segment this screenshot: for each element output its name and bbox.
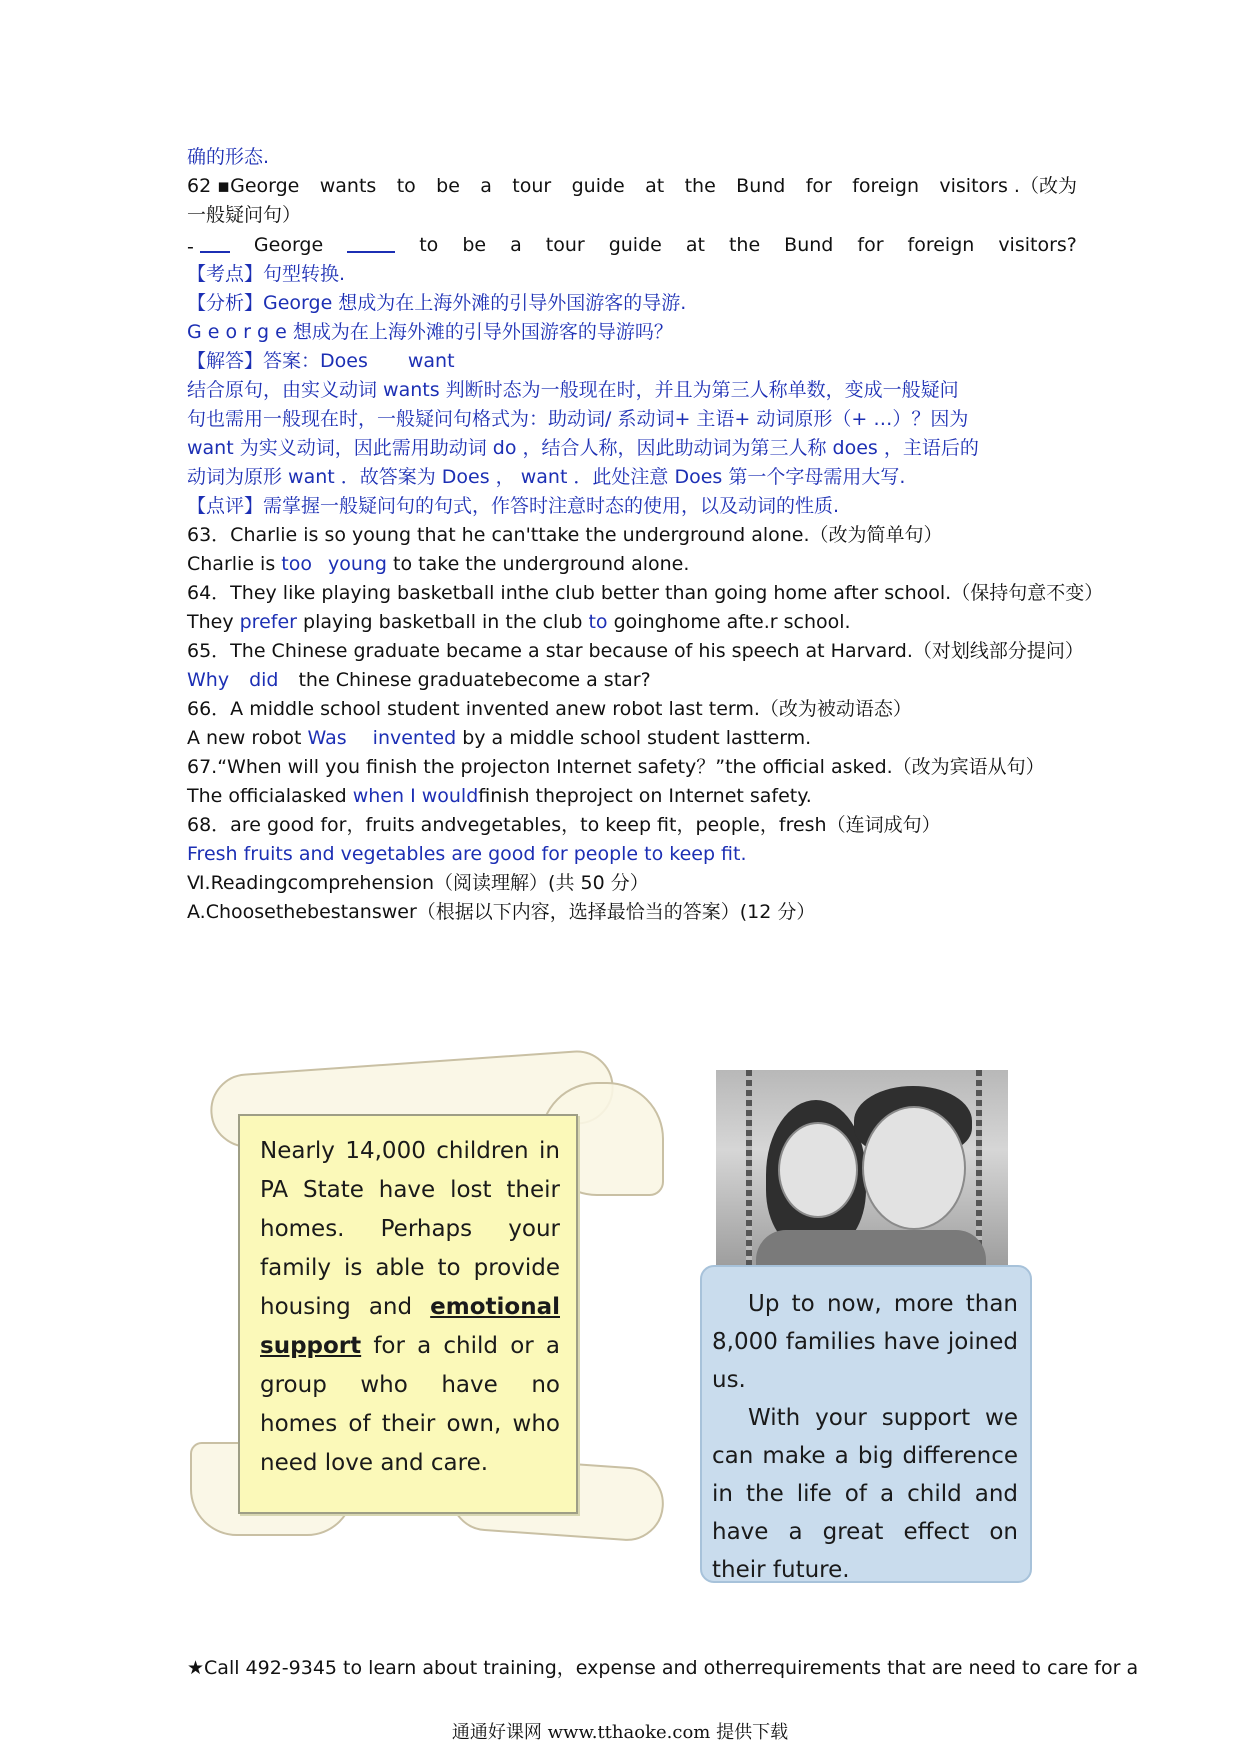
fenxi-2: G e o r g e 想成为在上海外滩的引导外国游客的导游吗？	[187, 321, 673, 343]
word: foreign	[852, 175, 919, 197]
answer-blank-1	[200, 233, 230, 253]
answer-67: The officialasked when I wouldfinish theproject on Internet safety.	[187, 785, 812, 807]
question-62-continued: 一般疑问句）	[187, 204, 302, 226]
word: be	[436, 175, 460, 197]
subsection-heading: A.Choosethebestanswer（根据以下内容，选择最恰当的答案）(12 分）	[187, 901, 816, 923]
answer-word: Why	[187, 669, 230, 691]
answer-word: to	[588, 611, 608, 633]
answer-word: want	[407, 350, 455, 372]
word: for	[857, 234, 884, 256]
section-heading: Ⅵ.Readingcomprehension（阅读理解）(共 50 分）	[187, 872, 649, 894]
word: a	[480, 175, 492, 197]
word: guide	[608, 234, 662, 256]
word: at	[645, 175, 665, 197]
explanation-line: want 为实义动词，因此需用助动词 do ，结合人称，因此助动词为第三人称 does ，主语后的	[187, 437, 979, 459]
question-62	[187, 174, 1077, 198]
word: a	[510, 234, 522, 256]
dianping: 【点评】需掌握一般疑问句的句式，作答时注意时态的使用，以及动词的性质.	[187, 495, 840, 517]
bubble-paragraph: With your support we can make a big difference in the life of a child and have a great effect on their future.	[712, 1405, 1018, 1583]
answer-word: too	[281, 553, 312, 575]
word: 62 ▪George	[187, 175, 300, 197]
text-line: 确的形态.	[187, 146, 270, 168]
word: at	[685, 234, 705, 256]
answer-blank-2	[347, 233, 395, 253]
question-65: 65．The Chinese graduate became a star because of his speech at Harvard.（对划线部分提问）	[187, 640, 1084, 662]
jieda-label: 【解答】答案：	[187, 350, 321, 372]
word: tour	[512, 175, 552, 197]
answer-prefix: -	[187, 233, 230, 259]
word: wants	[319, 175, 377, 197]
answer-word: I	[410, 785, 416, 807]
answer-word: would	[421, 785, 479, 807]
word: foreign	[907, 234, 975, 256]
question-63: 63．Charlie is so young that he can'ttake the underground alone.（改为简单句）	[187, 524, 943, 546]
word: the	[728, 234, 761, 256]
answer-word: Was	[307, 727, 347, 749]
answer-68: Fresh fruits and vegetables are good for people to keep fit.	[187, 843, 747, 865]
page-footer: 通通好课网 www.tthaoke.com 提供下载	[451, 1722, 789, 1743]
explanation-line: 结合原句，由实义动词 wants 判断时态为一般现在时，并且为第三人称单数，变成一般疑问	[187, 379, 959, 401]
word: be	[462, 234, 487, 256]
question-62-answer-line	[187, 233, 1077, 259]
children-photo	[716, 1070, 1008, 1270]
question-68: 68．are good for，fruits andvegetables，to keep fit，people，fresh（连词成句）	[187, 814, 941, 836]
answer-word: young	[327, 553, 387, 575]
word: to	[419, 234, 439, 256]
underlined-phrase: emotional support	[260, 1294, 560, 1359]
word: for	[805, 175, 832, 197]
word: the	[684, 175, 716, 197]
message-bubble	[700, 1265, 1032, 1583]
jieda	[187, 349, 1077, 373]
word: guide	[571, 175, 625, 197]
answer-word: prefer	[239, 611, 297, 633]
answer-word: invented	[372, 727, 457, 749]
question-66: 66．A middle school student invented anew robot last term.（改为被动语态）	[187, 698, 912, 720]
word: visitors?	[998, 234, 1077, 256]
answer-word: when	[352, 785, 405, 807]
word: George	[253, 234, 324, 256]
answer-66: A new robot Was invented by a middle school student lastterm.	[187, 727, 812, 749]
word: Bund	[736, 175, 786, 197]
answer-65: Why did the Chinese graduatebecome a star?	[187, 669, 651, 691]
word: to	[396, 175, 416, 197]
word: visitors .（改为	[939, 175, 1077, 197]
children-illustration	[700, 1070, 1032, 1590]
question-67: 67.“When will you finish the projecton Internet safety？”the official asked.（改为宾语从句）	[187, 756, 1045, 778]
fenxi: 【分析】George 想成为在上海外滩的引导外国游客的导游.	[187, 292, 687, 314]
answer-word: did	[249, 669, 279, 691]
notice-illustration	[210, 1062, 670, 1548]
answer-word: Does	[320, 350, 368, 372]
answer-64: They prefer playing basketball in the club to goinghome afte.r school.	[187, 611, 851, 633]
explanation-line: 动词为原形 want ．故答案为 Does ， want ．此处注意 Does 第一个字母需用大写.	[187, 466, 906, 488]
question-64: 64．They like playing basketball inthe club better than going home after school.（保持句意不变）	[187, 582, 1104, 604]
bubble-paragraph: Up to now, more than 8,000 families have joined us.	[712, 1291, 1018, 1393]
call-line: ★Call 492-9345 to learn about training，expense and otherrequirements that are need to care for a	[187, 1657, 1139, 1679]
notice-card: Nearly 14,000 children in PA State have lost their homes. Perhaps your family is able to provide housing and emotional support for a child or a group who have no homes of their own, who need love and care.	[238, 1114, 578, 1514]
word: Bund	[784, 234, 834, 256]
answer-63: Charlie is too young to take the underground alone.	[187, 553, 690, 575]
kaodian: 【考点】句型转换.	[187, 263, 346, 285]
word: tour	[545, 234, 585, 256]
explanation-line: 句也需用一般现在时，一般疑问句格式为：助动词/ 系动词+ 主语+ 动词原形（+ …）？因为	[187, 408, 969, 430]
